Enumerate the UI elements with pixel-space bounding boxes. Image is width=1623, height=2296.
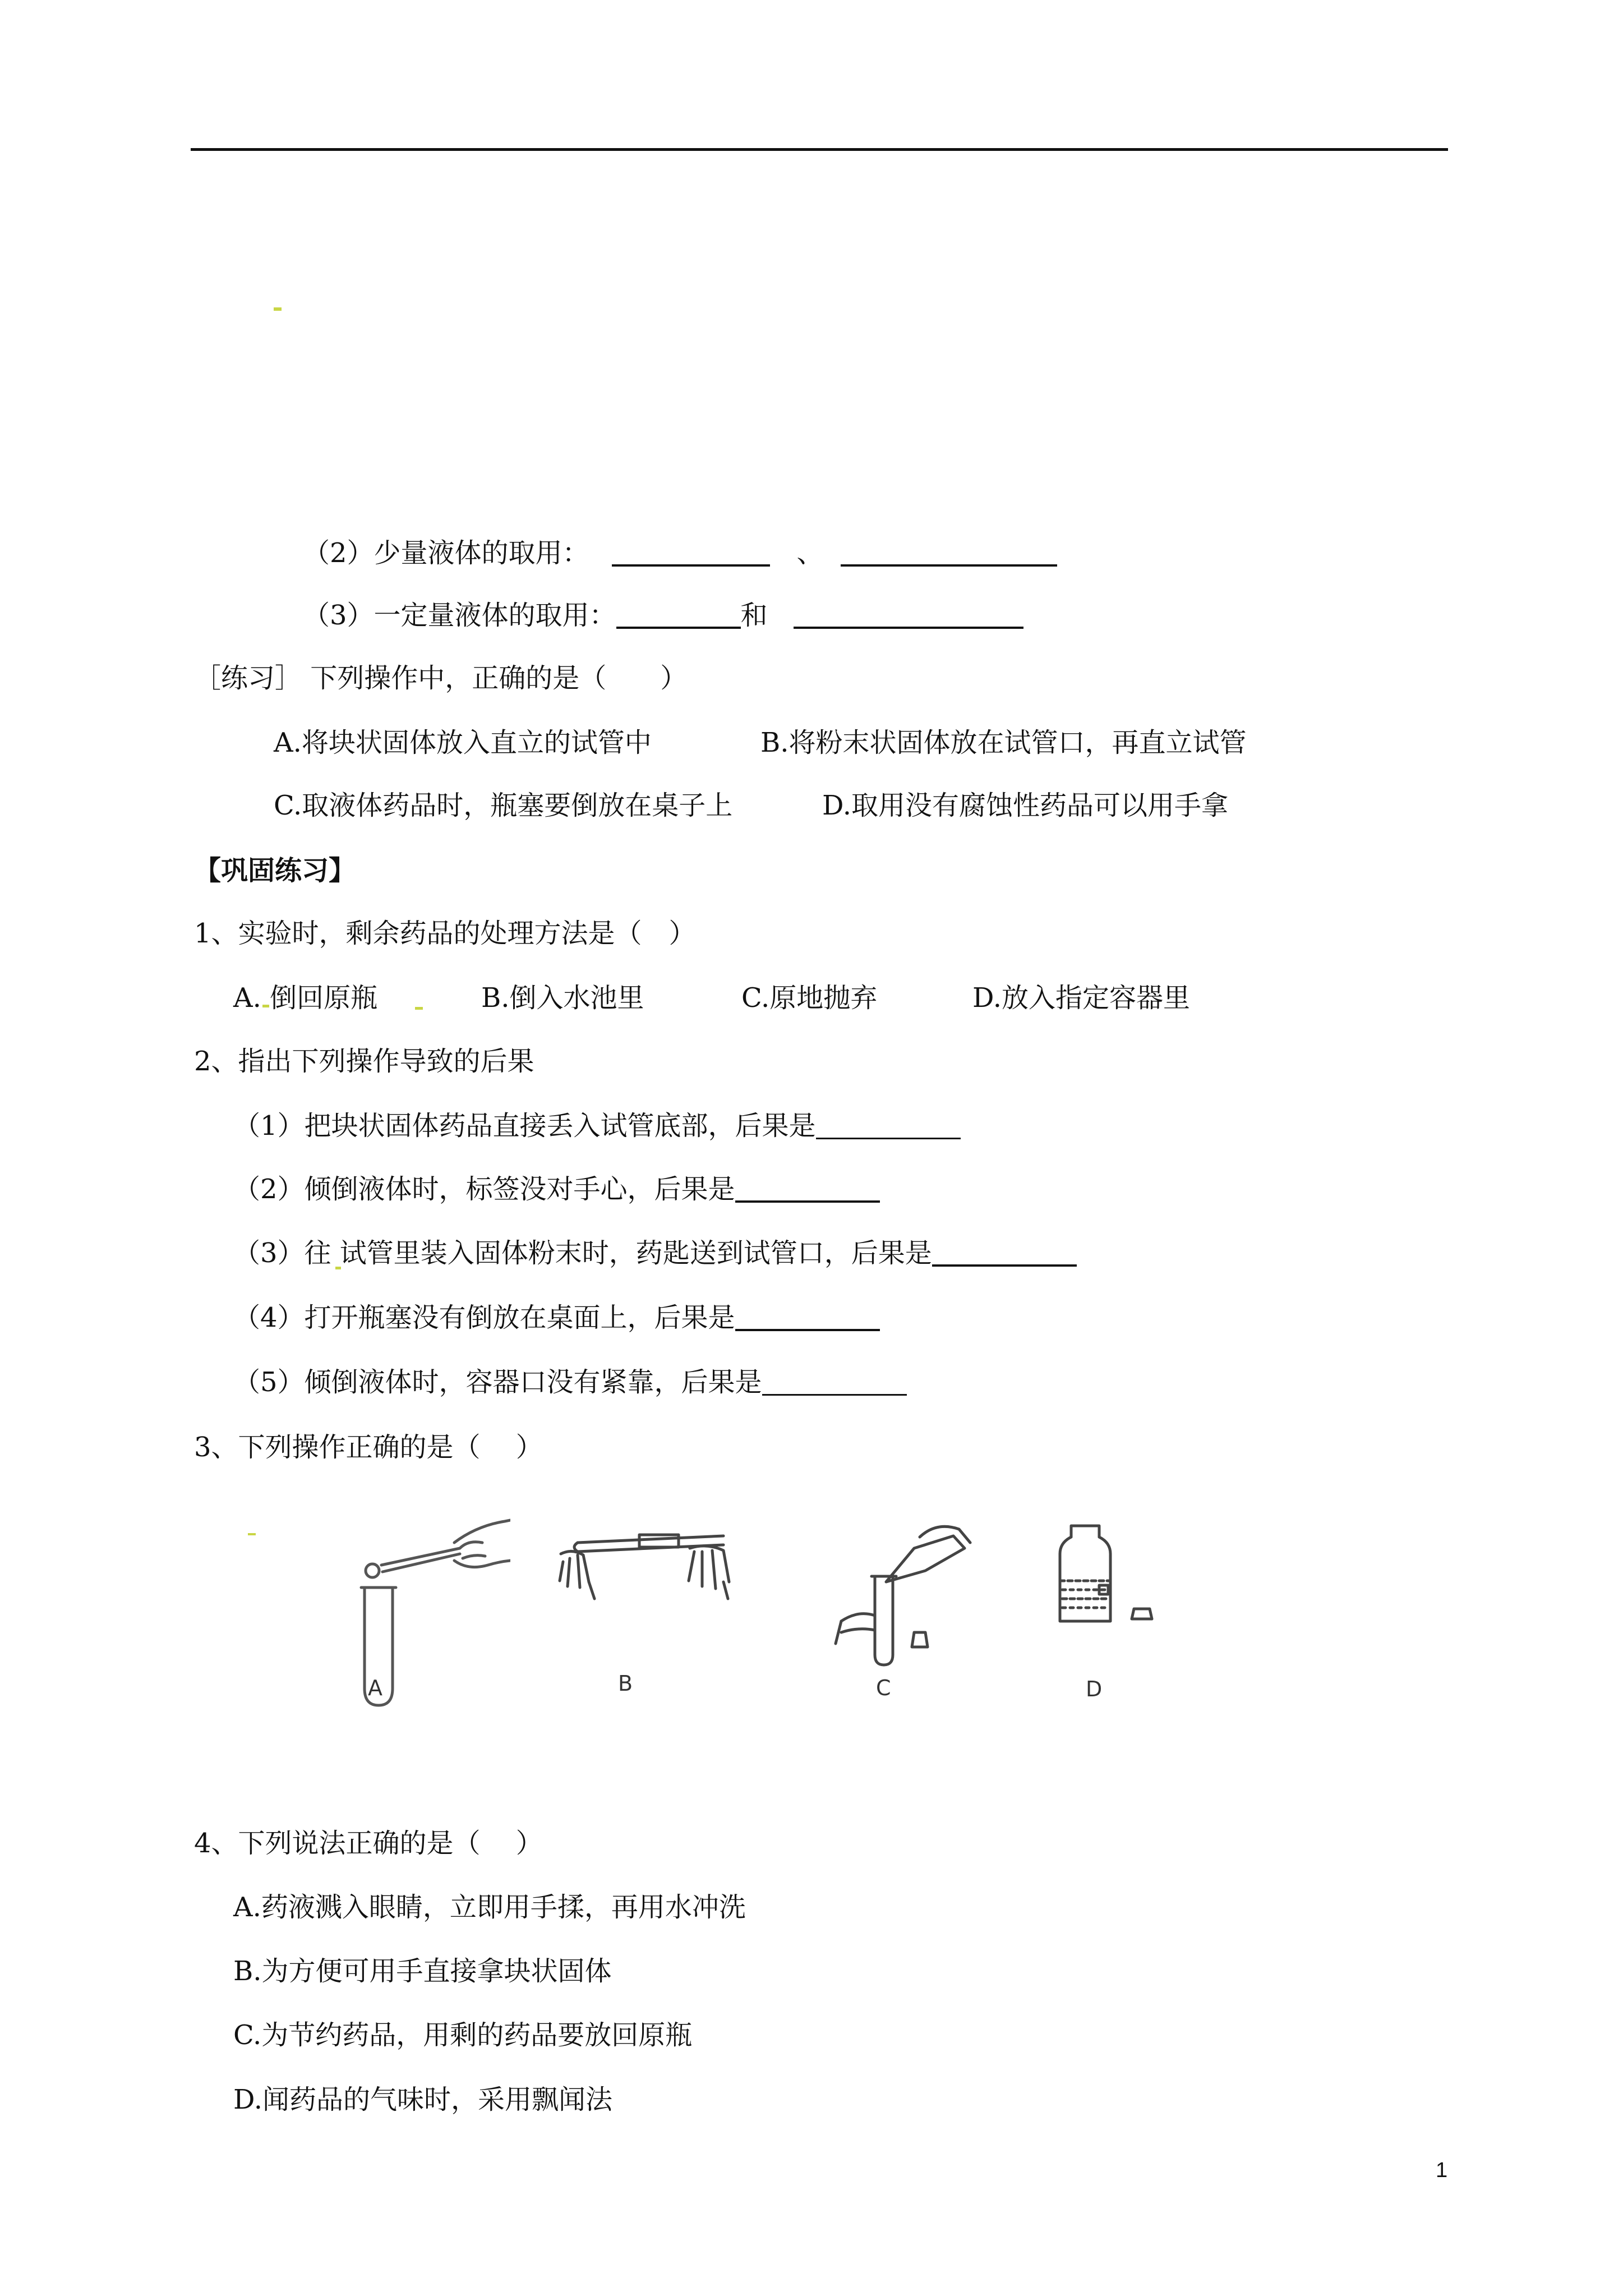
- q4-option-b[interactable]: B.为方便可用手直接拿块状固体: [233, 1955, 612, 1987]
- figure-b-label: B: [618, 1671, 633, 1696]
- question-3: 3、下列操作正确的是（ ）: [194, 1432, 543, 1463]
- practice-option-a[interactable]: A.将块状固体放入直立的试管中: [274, 727, 652, 758]
- q2-item-5: [233, 1366, 907, 1398]
- figure-d-bottle[interactable]: [1054, 1515, 1166, 1627]
- practice-option-d[interactable]: D.取用没有腐蚀性药品可以用手拿: [822, 790, 1229, 821]
- scan-mark: [248, 1533, 256, 1535]
- liquid-small-line: [303, 537, 1057, 569]
- answer-blank[interactable]: [816, 1115, 961, 1139]
- section-title: 【巩固练习】: [194, 855, 356, 886]
- figure-c-pouring[interactable]: [830, 1515, 976, 1672]
- answer-blank[interactable]: [794, 604, 1023, 629]
- answer-blank[interactable]: [612, 542, 770, 567]
- figure-b-hands-tube[interactable]: [555, 1515, 735, 1616]
- q4-option-d[interactable]: D.闻药品的气味时，采用飘闻法: [233, 2084, 613, 2115]
- answer-blank[interactable]: [932, 1242, 1077, 1267]
- q1-option-d[interactable]: D.放入指定容器里: [972, 982, 1191, 1014]
- q2-item-text: （5）倾倒液体时，容器口没有紧靠，后果是: [233, 1366, 762, 1398]
- q4-option-a[interactable]: A.药液溅入眼睛，立即用手揉，再用水冲洗: [233, 1892, 746, 1923]
- q1-option-b[interactable]: B.倒入水池里: [481, 982, 644, 1014]
- practice-question: ［练习］ 下列操作中，正确的是（ ）: [194, 662, 688, 694]
- page-number: 1: [1436, 2159, 1448, 2182]
- answer-blank[interactable]: [735, 1306, 880, 1331]
- q2-item-text: （4）打开瓶塞没有倒放在桌面上，后果是: [233, 1302, 735, 1333]
- scan-mark: [415, 1007, 423, 1010]
- q2-item-4: [233, 1304, 880, 1331]
- figure-c-label: C: [876, 1676, 891, 1700]
- q4-option-c[interactable]: C.为节约药品，用剩的药品要放回原瓶: [233, 2019, 693, 2051]
- answer-blank[interactable]: [616, 604, 741, 629]
- separator-text: 、: [796, 537, 824, 569]
- practice-option-c[interactable]: C.取液体药品时，瓶塞要倒放在桌子上: [274, 790, 733, 821]
- q2-item-1: [233, 1110, 961, 1142]
- q2-item-text: （1）把块状固体药品直接丢入试管底部，后果是: [233, 1110, 816, 1142]
- header-rule: [191, 148, 1448, 151]
- answer-blank[interactable]: [762, 1372, 907, 1396]
- figure-a-label: A: [368, 1676, 382, 1700]
- q1-option-c[interactable]: C.原地抛弃: [741, 982, 878, 1014]
- q2-item-3: [233, 1237, 1077, 1269]
- figure-d-label: D: [1086, 1677, 1103, 1701]
- conjunction-text: 和: [740, 600, 768, 631]
- q2-item-2: [233, 1176, 880, 1203]
- question-2: 2、指出下列操作导致的后果: [194, 1046, 534, 1077]
- liquid-amount-line: [303, 602, 1023, 629]
- question-1: 1、实验时，剩余药品的处理方法是（ ）: [194, 918, 696, 949]
- question-4: 4、下列说法正确的是（ ）: [194, 1828, 543, 1859]
- q2-item-text: （3）往 试管里装入固体粉末时，药匙送到试管口，后果是: [233, 1237, 932, 1269]
- answer-blank[interactable]: [841, 542, 1057, 567]
- answer-blank[interactable]: [735, 1178, 880, 1203]
- scan-mark: [274, 307, 282, 311]
- q2-item-text: （2）倾倒液体时，标签没对手心，后果是: [233, 1174, 735, 1205]
- practice-option-b[interactable]: B.将粉末状固体放在试管口，再直立试管: [760, 727, 1247, 758]
- liquid-small-label: （2）少量液体的取用：: [303, 537, 589, 569]
- q1-option-a[interactable]: A. 倒回原瓶: [233, 982, 378, 1014]
- liquid-amount-label: （3）一定量液体的取用：: [303, 600, 616, 631]
